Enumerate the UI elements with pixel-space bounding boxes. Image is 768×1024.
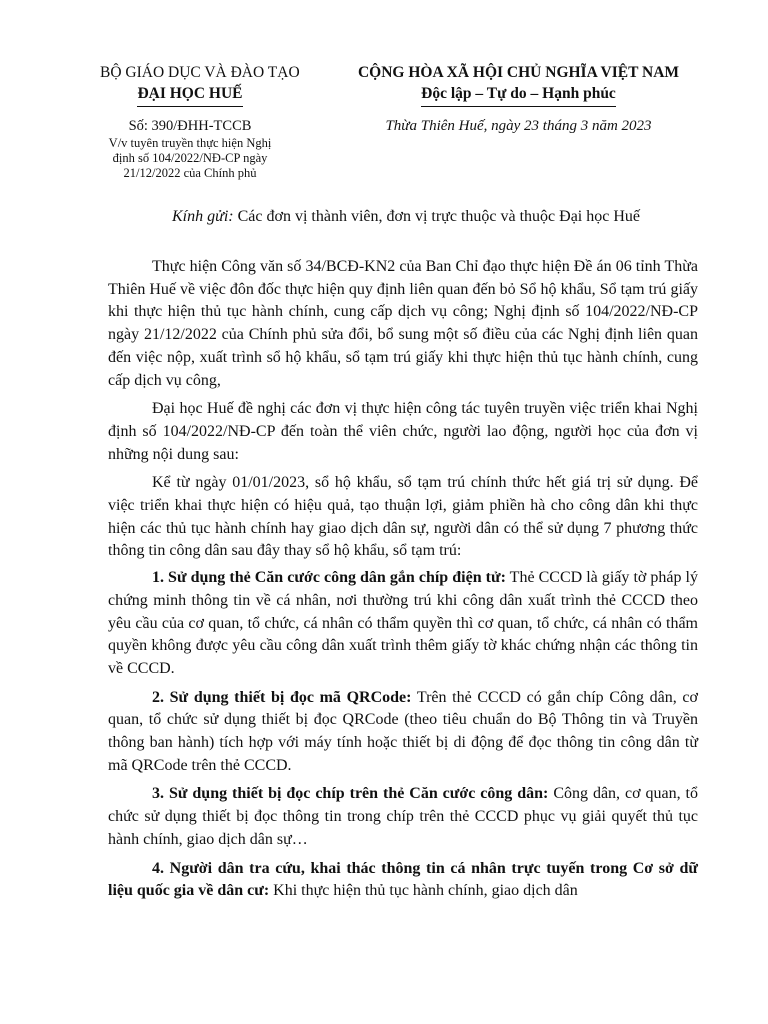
national-motto: Độc lập – Tự do – Hạnh phúc bbox=[421, 83, 616, 107]
recipient-label: Kính gửi: bbox=[172, 208, 234, 225]
document-subject: V/v tuyên truyền thực hiện Nghị định số 104/2022/NĐ-CP ngày 21/12/2022 của Chính phủ bbox=[108, 136, 272, 180]
national-title-block bbox=[326, 62, 711, 107]
parent-organization: BỘ GIÁO DỤC VÀ ĐÀO TẠO bbox=[100, 64, 300, 81]
paragraph-intro: Thực hiện Công văn số 34/BCĐ-KN2 của Ban Chỉ đạo thực hiện Đề án 06 tỉnh Thừa Thiên Huế về việc đôn đốc thực hiện quy định liên quan đến bỏ Sổ hộ khẩu, Sổ tạm trú giấy khi thực hiện thủ tục hành chính, cung cấp dịch vụ công; Nghị định số 104/2022/NĐ-CP ngày 21/12/2022 của Chính phủ sửa đổi, bổ sung một số điều của các Nghị định liên quan đến việc nộp, xuất trình sổ hộ khẩu, sổ tạm trú giấy khi thực hiện thủ tục hành chính, cung cấp dịch vụ công, bbox=[108, 258, 698, 389]
item-text: Công dân, cơ quan, tổ chức sử dụng thiết bị đọc thông tin trong chíp trên thẻ CCCD phục vụ giải quyết thủ tục hành chính, giao dịch dân sự… bbox=[108, 785, 699, 848]
list-item-1 bbox=[108, 567, 698, 681]
document-number: Số: 390/ĐHH-TCCB bbox=[128, 118, 252, 134]
item-title: 3. Sử dụng thiết bị đọc chíp trên thẻ Căn cước công dân: bbox=[152, 785, 549, 803]
paragraph-request: Đại học Huế đề nghị các đơn vị thực hiện công tác tuyên truyền việc triển khai Nghị định số 104/2022/NĐ-CP đến toàn thể viên chức, người lao động, người học của đơn vị những nội dung sau: bbox=[108, 400, 698, 463]
list-item-2 bbox=[108, 687, 698, 778]
item-title: 4. Người dân tra cứu, khai thác thông tin cá nhân trực tuyến trong Cơ sở dữ liệu quốc gia về dân cư: bbox=[108, 859, 698, 900]
list-item-4 bbox=[108, 858, 698, 903]
item-text: Khi thực hiện thủ tục hành chính, giao dịch dân bbox=[269, 882, 578, 900]
place-and-date: Thừa Thiên Huế, ngày 23 tháng 3 năm 2023 bbox=[385, 118, 652, 134]
paragraph-context: Kể từ ngày 01/01/2023, sổ hộ khẩu, sổ tạm trú chính thức hết giá trị sử dụng. Để việc triển khai thực hiện có hiệu quả, tạo thuận lợi, giảm phiền hà cho công dân khi thực hiện các thủ tục hành chính hay giao dịch dân sự, người dân có thể sử dụng 7 phương thức thông tin công dân sau đây thay sổ hộ khẩu, sổ tạm trú: bbox=[108, 474, 698, 560]
recipient-text: Các đơn vị thành viên, đơn vị trực thuộc và thuộc Đại học Huế bbox=[237, 208, 641, 225]
organization-name: ĐẠI HỌC HUẾ bbox=[137, 83, 242, 107]
list-item-3 bbox=[108, 783, 698, 851]
item-title: 2. Sử dụng thiết bị đọc mã QRCode: bbox=[152, 688, 412, 706]
item-title: 1. Sử dụng thẻ Căn cước công dân gắn chíp điện tử: bbox=[152, 569, 506, 587]
document-body bbox=[108, 256, 698, 909]
recipient-line bbox=[172, 206, 640, 228]
item-text: Trên thẻ CCCD có gắn chíp Công dân, cơ quan, tổ chức sử dụng thiết bị đọc QRCode (theo tiêu chuẩn do Bộ Thông tin và Truyền thông ban hành) tích hợp với máy tính hoặc thiết bị di động để đọc thông tin công dân từ mã QRCode trên thẻ CCCD. bbox=[108, 688, 698, 774]
national-title: CỘNG HÒA XÃ HỘI CHỦ NGHĨA VIỆT NAM bbox=[357, 64, 680, 81]
item-text: Thẻ CCCD là giấy tờ pháp lý chứng minh thông tin về cá nhân, nơi thường trú khi công dân xuất trình thẻ CCCD theo yêu cầu của cơ quan, tổ chức, cá nhân có thẩm quyền thì cơ quan, tổ chức, cá nhân có thẩm quyền không được yêu cầu công dân xuất trình thêm giấy tờ khác chứng nhận các thông tin về CCCD. bbox=[108, 569, 699, 677]
issuing-agency-block bbox=[100, 62, 300, 107]
